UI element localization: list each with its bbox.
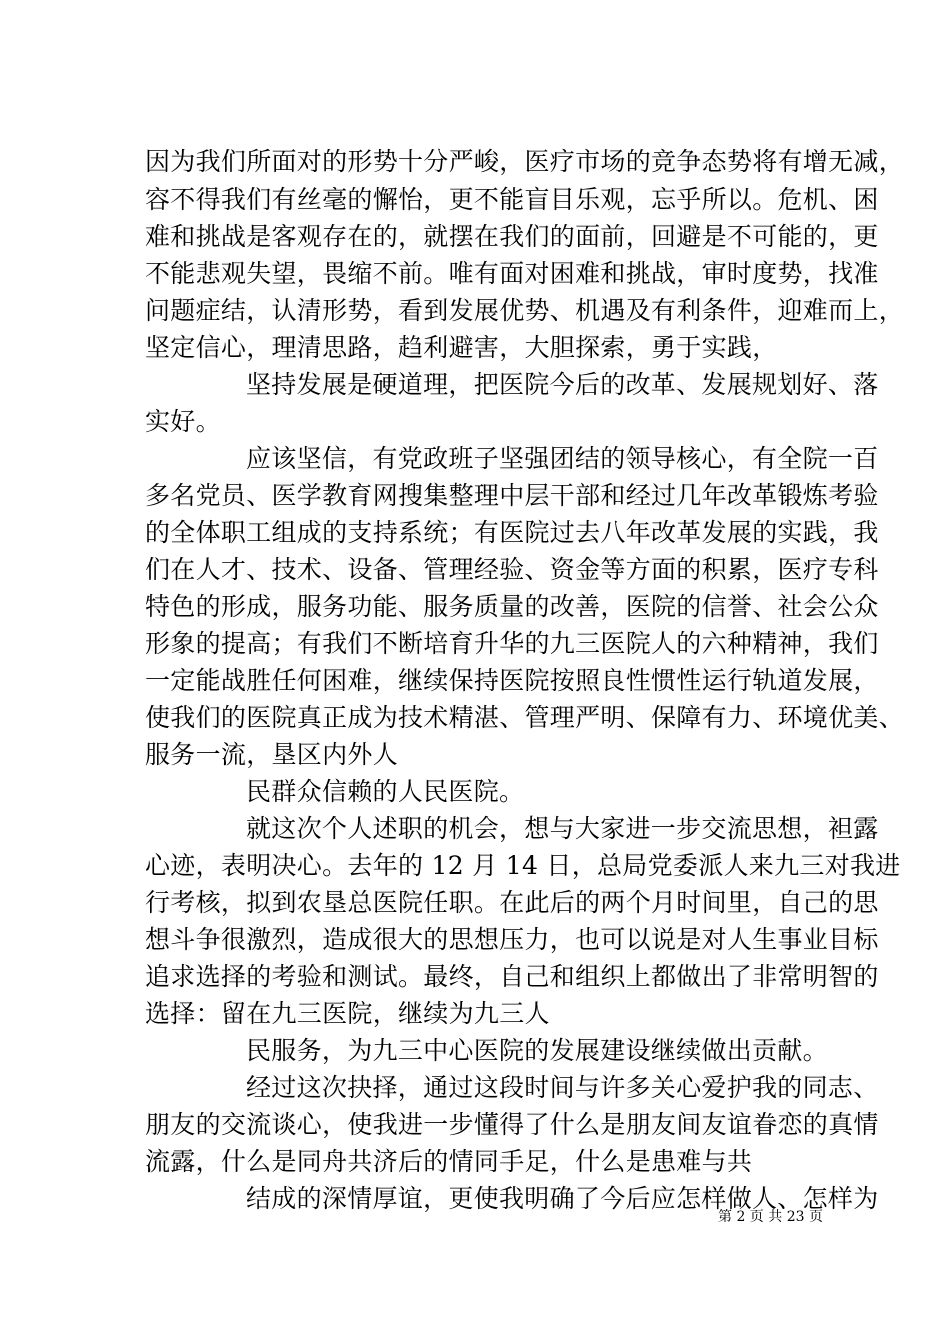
- paragraph-start-line: 结成的深情厚谊，更使我明确了今后应怎样做人、怎样为: [246, 1184, 879, 1213]
- text-line: 形象的提高；有我们不断培育升华的九三医院人的六种精神，我们: [145, 629, 879, 658]
- text-line: 使我们的医院真正成为技术精湛、管理严明、保障有力、环境优美、: [145, 703, 905, 732]
- paragraph-start-line: 就这次个人述职的机会，想与大家进一步交流思想，袒露: [246, 814, 879, 843]
- text-line: 选择：留在九三医院，继续为九三人: [145, 999, 550, 1028]
- text-line: 不能悲观失望，畏缩不前。唯有面对困难和挑战，审时度势，找准: [145, 259, 879, 288]
- paragraph-start-line: 民群众信赖的人民医院。: [246, 777, 525, 806]
- paragraph-start-line: 应该坚信，有党政班子坚强团结的领导核心，有全院一百: [246, 444, 879, 473]
- text-line: 一定能战胜任何困难，继续保持医院按照良性惯性运行轨道发展，: [145, 666, 879, 695]
- text-line: 实好。: [145, 407, 221, 436]
- text-line: 心迹，表明决心。去年的 12 月 14 日，总局党委派人来九三对我进: [145, 851, 901, 880]
- paragraph-start-line: 经过这次抉择，通过这段时间与许多关心爱护我的同志、: [246, 1073, 879, 1102]
- page-number-footer: 第 2 页 共 23 页: [718, 1209, 823, 1225]
- text-line: 服务一流，垦区内外人: [145, 740, 399, 769]
- text-line: 们在人才、技术、设备、管理经验、资金等方面的积累，医疗专科: [145, 555, 879, 584]
- text-line: 的全体职工组成的支持系统；有医院过去八年改革发展的实践，我: [145, 518, 879, 547]
- text-line: 追求选择的考验和测试。最终，自己和组织上都做出了非常明智的: [145, 962, 879, 991]
- text-line: 因为我们所面对的形势十分严峻，医疗市场的竞争态势将有增无减，: [145, 147, 905, 176]
- text-line: 多名党员、医学教育网搜集整理中层干部和经过几年改革锻炼考验: [145, 481, 879, 510]
- text-line: 坚定信心，理清思路，趋利避害，大胆探索，勇于实践，: [145, 333, 778, 362]
- text-line: 流露，什么是同舟共济后的情同手足，什么是患难与共: [145, 1147, 753, 1176]
- paragraph-start-line: 民服务，为九三中心医院的发展建设继续做出贡献。: [246, 1036, 828, 1065]
- text-line: 行考核，拟到农垦总医院任职。在此后的两个月时间里，自己的思: [145, 888, 879, 917]
- text-line: 容不得我们有丝毫的懈怡，更不能盲目乐观，忘乎所以。危机、困: [145, 185, 879, 214]
- paragraph-start-line: 坚持发展是硬道理，把医院今后的改革、发展规划好、落: [246, 370, 879, 399]
- text-line: 想斗争很激烈，造成很大的思想压力，也可以说是对人生事业目标: [145, 925, 879, 954]
- text-line: 难和挑战是客观存在的，就摆在我们的面前，回避是不可能的，更: [145, 222, 879, 251]
- text-line: 问题症结，认清形势，看到发展优势、机遇及有利条件，迎难而上，: [145, 296, 905, 325]
- text-line: 特色的形成，服务功能、服务质量的改善，医院的信誉、社会公众: [145, 592, 879, 621]
- text-line: 朋友的交流谈心，使我进一步懂得了什么是朋友间友谊眷恋的真情: [145, 1110, 879, 1139]
